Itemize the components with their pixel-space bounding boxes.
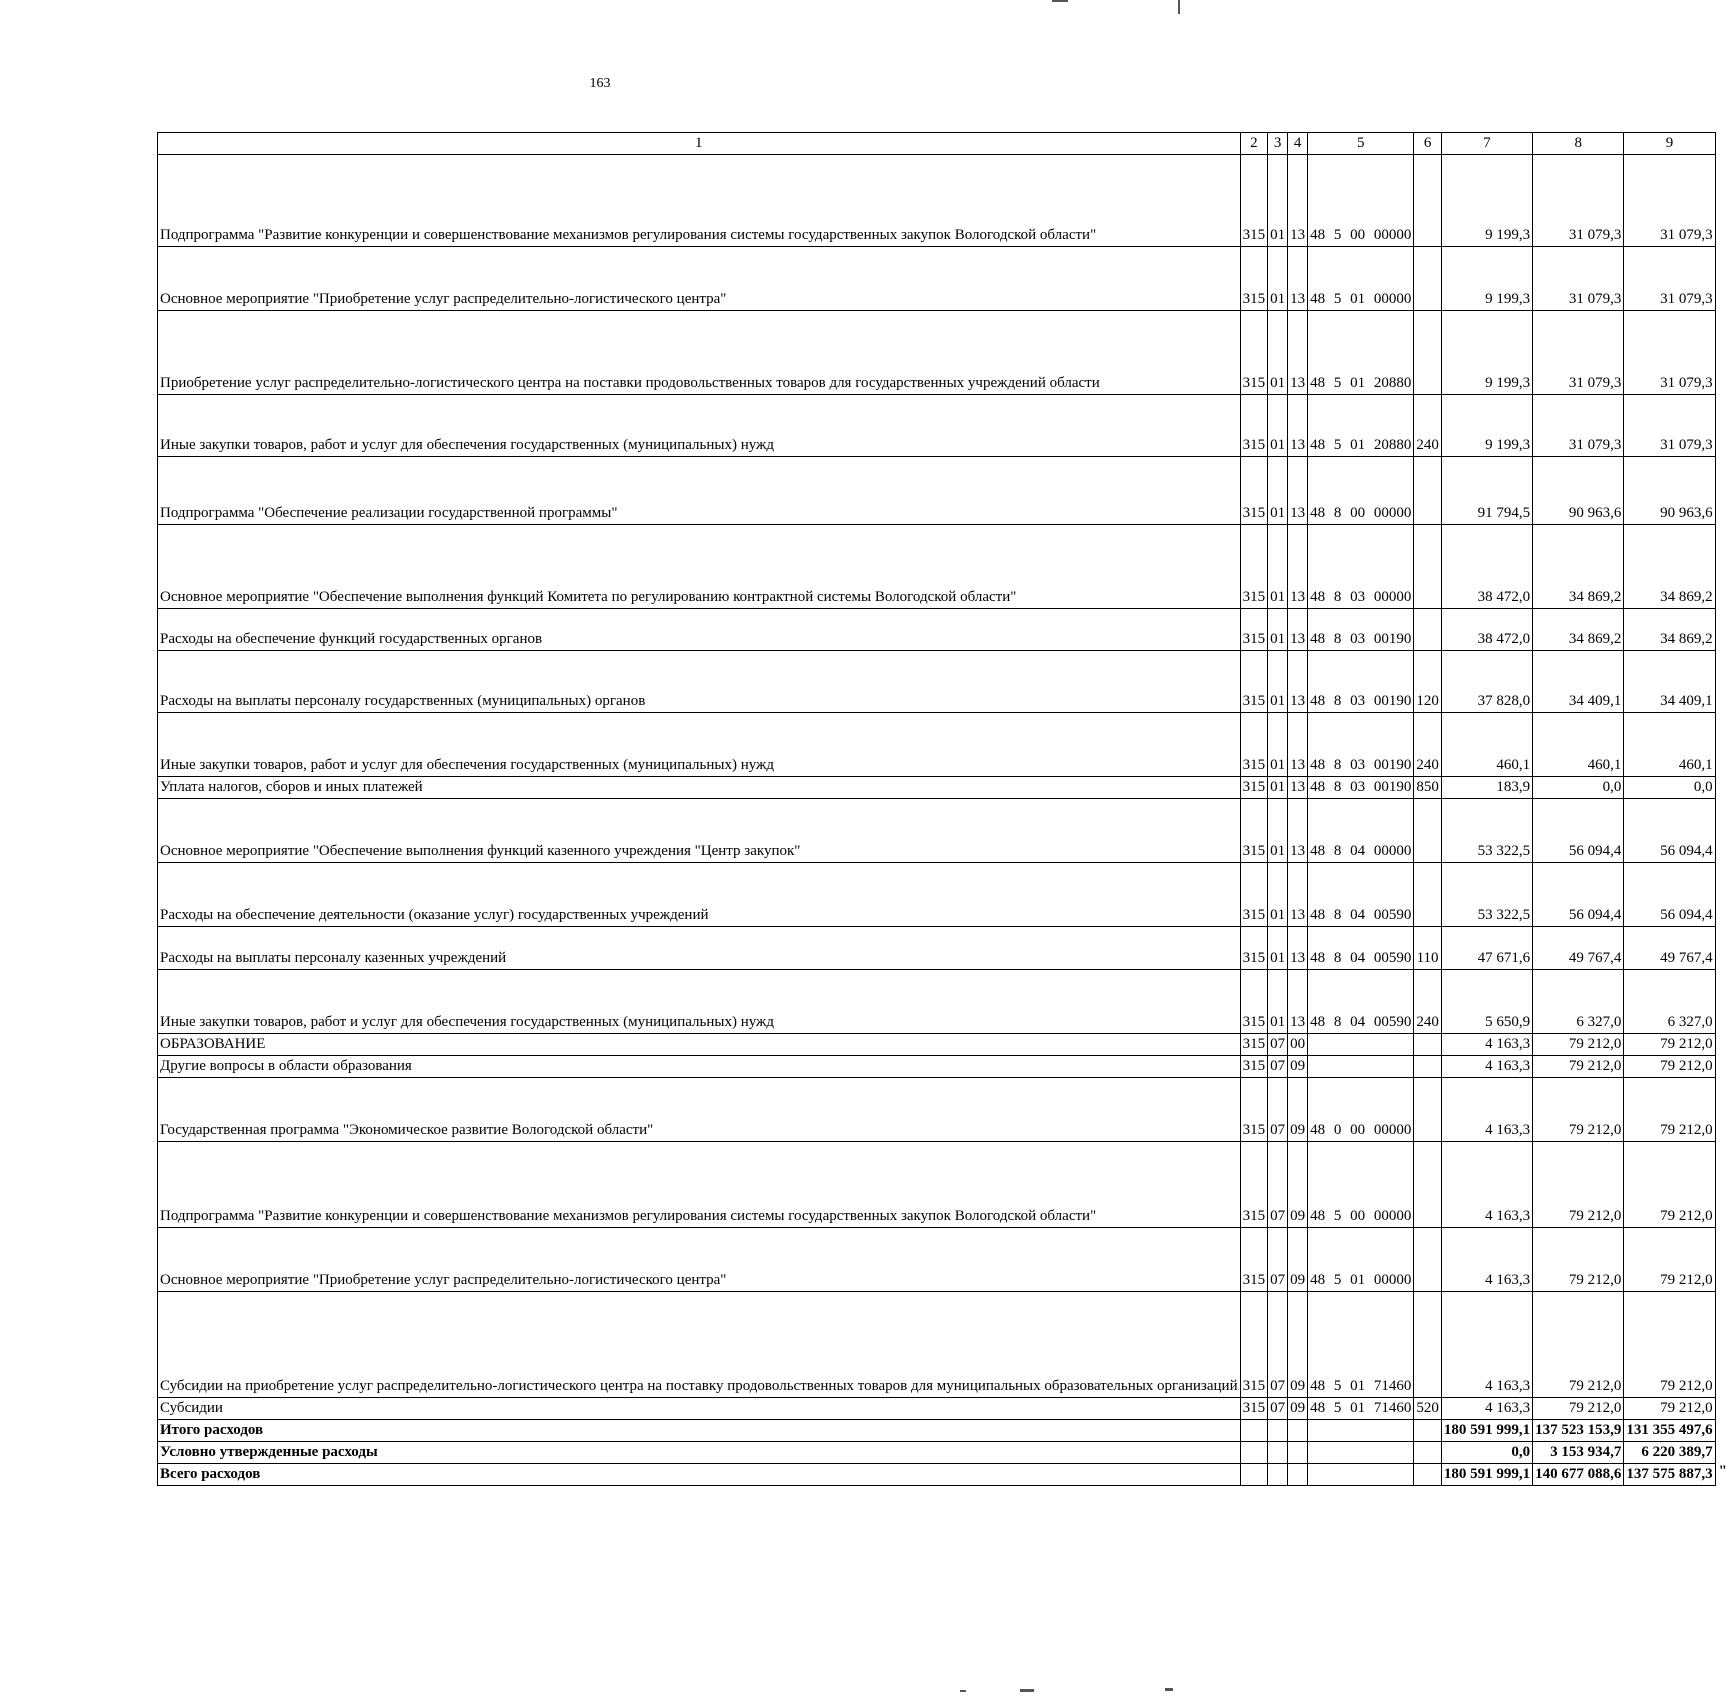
cell-amount-col8: 34 409,1	[1533, 651, 1624, 713]
cell-amount-col9: 31 079,3	[1624, 247, 1715, 311]
cell-admin-code: 315	[1240, 1292, 1268, 1398]
cell-amount-col7: 4 163,3	[1441, 1398, 1532, 1420]
cell-admin-code: 315	[1240, 651, 1268, 713]
cell-section: 07	[1268, 1056, 1288, 1078]
cell-amount-col9: 460,1	[1624, 713, 1715, 777]
cell-amount-col8: 49 767,4	[1533, 927, 1624, 970]
cell-admin-code: 315	[1240, 777, 1268, 799]
cell-target-article: 48 5 01 00000	[1308, 1228, 1414, 1292]
cell-amount-col8: 79 212,0	[1533, 1228, 1624, 1292]
row-name: Субсидии	[158, 1398, 1241, 1420]
cell-amount-col9: 34 409,1	[1624, 651, 1715, 713]
cell-admin-code: 315	[1240, 247, 1268, 311]
cell-amount-col9: 0,0	[1624, 777, 1715, 799]
cell-expense-type: 240	[1414, 970, 1442, 1034]
row-name: Подпрограмма "Развитие конкуренции и совершенствование механизмов регулирования системы государственных закупок Вологодской области"	[158, 1142, 1241, 1228]
cell-amount-col8: 79 212,0	[1533, 1142, 1624, 1228]
cell-admin-code: 315	[1240, 609, 1268, 651]
col-header-5: 5	[1308, 133, 1414, 155]
row-name: Подпрограмма "Развитие конкуренции и совершенствование механизмов регулирования системы государственных закупок Вологодской области"	[158, 155, 1241, 247]
table-row	[158, 970, 1716, 1034]
cell-subsection: 09	[1288, 1078, 1308, 1142]
table-row	[158, 713, 1716, 777]
table-row	[158, 1228, 1716, 1292]
row-name: Расходы на обеспечение функций государственных органов	[158, 609, 1241, 651]
cell-target-article: 48 8 04 00000	[1308, 799, 1414, 863]
cell-amount-col9: 79 212,0	[1624, 1142, 1715, 1228]
cell-subsection: 13	[1288, 457, 1308, 525]
cell-amount-col7: 183,9	[1441, 777, 1532, 799]
page-number: 163	[589, 76, 611, 91]
cell-amount-col9: 79 212,0	[1624, 1292, 1715, 1398]
cell-amount-col7: 38 472,0	[1441, 525, 1532, 609]
cell-amount-col8: 56 094,4	[1533, 863, 1624, 927]
cell-expense-type	[1414, 247, 1442, 311]
cell-target-article: 48 8 03 00190	[1308, 713, 1414, 777]
cell-amount-col9: 6 327,0	[1624, 970, 1715, 1034]
cell-admin-code: 315	[1240, 1034, 1268, 1056]
cell-subsection: 00	[1288, 1034, 1308, 1056]
cell-target-article	[1308, 1442, 1414, 1464]
cell-section	[1268, 1420, 1288, 1442]
cell-target-article: 48 8 03 00190	[1308, 651, 1414, 713]
table-row	[158, 863, 1716, 927]
cell-section: 07	[1268, 1398, 1288, 1420]
cell-amount-col9: 79 212,0	[1624, 1056, 1715, 1078]
cell-amount-col8: 34 869,2	[1533, 609, 1624, 651]
cell-section: 01	[1268, 457, 1288, 525]
cell-target-article	[1308, 1056, 1414, 1078]
row-name: Основное мероприятие "Приобретение услуг распределительно-логистического центра"	[158, 247, 1241, 311]
cell-amount-col8: 79 212,0	[1533, 1034, 1624, 1056]
row-name: Государственная программа "Экономическое развитие Вологодской области"	[158, 1078, 1241, 1142]
col-header-9: 9	[1624, 133, 1715, 155]
col-header-8: 8	[1533, 133, 1624, 155]
cell-subsection	[1288, 1442, 1308, 1464]
cell-amount-col8: 140 677 088,6	[1533, 1464, 1624, 1486]
cell-expense-type	[1414, 1464, 1442, 1486]
cell-expense-type: 110	[1414, 927, 1442, 970]
cell-expense-type	[1414, 1056, 1442, 1078]
cell-subsection: 13	[1288, 395, 1308, 457]
cell-admin-code: 315	[1240, 1142, 1268, 1228]
cell-amount-col7: 38 472,0	[1441, 609, 1532, 651]
cell-subsection: 13	[1288, 713, 1308, 777]
cell-amount-col7: 5 650,9	[1441, 970, 1532, 1034]
cell-admin-code: 315	[1240, 1078, 1268, 1142]
cell-amount-col9: 79 212,0	[1624, 1228, 1715, 1292]
cell-admin-code	[1240, 1464, 1268, 1486]
cell-expense-type	[1414, 311, 1442, 395]
cell-amount-col8: 90 963,6	[1533, 457, 1624, 525]
cell-amount-col9: 56 094,4	[1624, 799, 1715, 863]
scan-artifact	[1020, 1689, 1034, 1692]
cell-section: 01	[1268, 247, 1288, 311]
table-row	[158, 457, 1716, 525]
row-name: Иные закупки товаров, работ и услуг для обеспечения государственных (муниципальных) нужд	[158, 970, 1241, 1034]
table-body	[158, 155, 1716, 1486]
cell-subsection: 13	[1288, 799, 1308, 863]
cell-expense-type	[1414, 609, 1442, 651]
cell-subsection: 13	[1288, 525, 1308, 609]
row-name: Расходы на выплаты персоналу казенных учреждений	[158, 927, 1241, 970]
cell-section: 07	[1268, 1034, 1288, 1056]
cell-amount-col7: 4 163,3	[1441, 1228, 1532, 1292]
cell-expense-type	[1414, 799, 1442, 863]
cell-expense-type	[1414, 1228, 1442, 1292]
cell-amount-col8: 31 079,3	[1533, 311, 1624, 395]
row-name: Подпрограмма "Обеспечение реализации государственной программы"	[158, 457, 1241, 525]
cell-admin-code: 315	[1240, 799, 1268, 863]
table-row	[158, 927, 1716, 970]
cell-subsection	[1288, 1464, 1308, 1486]
cell-amount-col8: 0,0	[1533, 777, 1624, 799]
cell-amount-col7: 53 322,5	[1441, 863, 1532, 927]
cell-expense-type: 850	[1414, 777, 1442, 799]
cell-section: 01	[1268, 927, 1288, 970]
cell-amount-col9: 137 575 887,3	[1624, 1464, 1715, 1486]
table-row	[158, 777, 1716, 799]
cell-section: 01	[1268, 651, 1288, 713]
cell-expense-type	[1414, 1078, 1442, 1142]
table-row	[158, 525, 1716, 609]
budget-table	[157, 132, 1716, 1486]
table-row	[158, 1398, 1716, 1420]
cell-amount-col7: 4 163,3	[1441, 1034, 1532, 1056]
cell-amount-col9: 79 212,0	[1624, 1078, 1715, 1142]
cell-subsection: 09	[1288, 1398, 1308, 1420]
cell-section: 01	[1268, 395, 1288, 457]
cell-target-article: 48 8 04 00590	[1308, 970, 1414, 1034]
cell-section: 01	[1268, 777, 1288, 799]
scan-artifact	[1165, 1688, 1173, 1691]
cell-target-article	[1308, 1034, 1414, 1056]
cell-section: 01	[1268, 525, 1288, 609]
cell-amount-col8: 79 212,0	[1533, 1078, 1624, 1142]
col-header-2: 2	[1240, 133, 1268, 155]
cell-expense-type	[1414, 863, 1442, 927]
row-name: ОБРАЗОВАНИЕ	[158, 1034, 1241, 1056]
cell-amount-col7: 9 199,3	[1441, 155, 1532, 247]
cell-target-article	[1308, 1420, 1414, 1442]
row-name: Основное мероприятие "Обеспечение выполнения функций Комитета по регулированию контрактной системы Вологодской области"	[158, 525, 1241, 609]
cell-amount-col7: 91 794,5	[1441, 457, 1532, 525]
cell-subsection: 09	[1288, 1228, 1308, 1292]
scan-artifact	[960, 1690, 966, 1692]
cell-subsection: 13	[1288, 609, 1308, 651]
cell-amount-col8: 3 153 934,7	[1533, 1442, 1624, 1464]
row-name: Условно утвержденные расходы	[158, 1442, 1241, 1464]
cell-admin-code: 315	[1240, 1398, 1268, 1420]
cell-amount-col9: 34 869,2	[1624, 525, 1715, 609]
cell-subsection: 13	[1288, 777, 1308, 799]
cell-admin-code: 315	[1240, 525, 1268, 609]
cell-admin-code: 315	[1240, 457, 1268, 525]
cell-subsection: 13	[1288, 155, 1308, 247]
cell-amount-col7: 9 199,3	[1441, 311, 1532, 395]
table-row	[158, 1142, 1716, 1228]
cell-expense-type: 520	[1414, 1398, 1442, 1420]
cell-section: 07	[1268, 1292, 1288, 1398]
cell-target-article: 48 5 01 71460	[1308, 1292, 1414, 1398]
cell-amount-col7: 47 671,6	[1441, 927, 1532, 970]
cell-expense-type: 240	[1414, 395, 1442, 457]
cell-section: 01	[1268, 970, 1288, 1034]
table-row	[158, 155, 1716, 247]
cell-section: 01	[1268, 609, 1288, 651]
cell-expense-type: 240	[1414, 713, 1442, 777]
cell-subsection: 13	[1288, 247, 1308, 311]
row-name: Основное мероприятие "Приобретение услуг распределительно-логистического центра"	[158, 1228, 1241, 1292]
cell-admin-code	[1240, 1420, 1268, 1442]
cell-admin-code: 315	[1240, 395, 1268, 457]
cell-section	[1268, 1464, 1288, 1486]
cell-expense-type	[1414, 1034, 1442, 1056]
cell-section: 01	[1268, 799, 1288, 863]
row-name: Другие вопросы в области образования	[158, 1056, 1241, 1078]
table-row	[158, 1034, 1716, 1056]
col-header-1: 1	[158, 133, 1241, 155]
cell-subsection: 09	[1288, 1292, 1308, 1398]
cell-expense-type	[1414, 155, 1442, 247]
cell-amount-col8: 31 079,3	[1533, 395, 1624, 457]
cell-target-article: 48 8 03 00190	[1308, 777, 1414, 799]
cell-amount-col8: 31 079,3	[1533, 155, 1624, 247]
table-row	[158, 651, 1716, 713]
cell-amount-col8: 79 212,0	[1533, 1056, 1624, 1078]
cell-amount-col8: 79 212,0	[1533, 1398, 1624, 1420]
table-row	[158, 1292, 1716, 1398]
table-row	[158, 1442, 1716, 1464]
cell-target-article: 48 5 00 00000	[1308, 155, 1414, 247]
table-row	[158, 799, 1716, 863]
cell-amount-col9: 56 094,4	[1624, 863, 1715, 927]
cell-target-article: 48 8 04 00590	[1308, 927, 1414, 970]
cell-subsection: 13	[1288, 651, 1308, 713]
cell-amount-col7: 460,1	[1441, 713, 1532, 777]
cell-subsection: 13	[1288, 970, 1308, 1034]
cell-expense-type	[1414, 525, 1442, 609]
cell-section: 01	[1268, 311, 1288, 395]
cell-admin-code: 315	[1240, 713, 1268, 777]
column-number-row	[158, 133, 1716, 155]
cell-amount-col7: 9 199,3	[1441, 247, 1532, 311]
cell-amount-col7: 4 163,3	[1441, 1142, 1532, 1228]
cell-amount-col8: 460,1	[1533, 713, 1624, 777]
scan-artifact	[1052, 0, 1068, 2]
cell-section: 07	[1268, 1228, 1288, 1292]
col-header-7: 7	[1441, 133, 1532, 155]
table-row	[158, 1056, 1716, 1078]
cell-amount-col9: 31 079,3	[1624, 395, 1715, 457]
row-name: Иные закупки товаров, работ и услуг для обеспечения государственных (муниципальных) нужд	[158, 395, 1241, 457]
row-name: Иные закупки товаров, работ и услуг для обеспечения государственных (муниципальных) нужд	[158, 713, 1241, 777]
cell-subsection: 13	[1288, 311, 1308, 395]
table-row	[158, 311, 1716, 395]
cell-amount-col7: 4 163,3	[1441, 1078, 1532, 1142]
cell-section: 01	[1268, 713, 1288, 777]
table-row	[158, 609, 1716, 651]
cell-admin-code: 315	[1240, 1056, 1268, 1078]
cell-target-article: 48 5 01 71460	[1308, 1398, 1414, 1420]
cell-amount-col9: 131 355 497,6	[1624, 1420, 1715, 1442]
cell-expense-type	[1414, 1442, 1442, 1464]
cell-admin-code: 315	[1240, 970, 1268, 1034]
cell-target-article: 48 5 01 20880	[1308, 395, 1414, 457]
cell-target-article: 48 0 00 00000	[1308, 1078, 1414, 1142]
cell-expense-type	[1414, 1292, 1442, 1398]
cell-amount-col9: 31 079,3	[1624, 155, 1715, 247]
col-header-4: 4	[1288, 133, 1308, 155]
cell-expense-type	[1414, 1142, 1442, 1228]
cell-admin-code: 315	[1240, 863, 1268, 927]
cell-amount-col9: 6 220 389,7	[1624, 1442, 1715, 1464]
cell-amount-col7: 53 322,5	[1441, 799, 1532, 863]
table-row	[158, 1464, 1716, 1486]
cell-amount-col8: 6 327,0	[1533, 970, 1624, 1034]
cell-amount-col7: 4 163,3	[1441, 1292, 1532, 1398]
row-name: Расходы на выплаты персоналу государственных (муниципальных) органов	[158, 651, 1241, 713]
cell-target-article: 48 8 04 00590	[1308, 863, 1414, 927]
cell-target-article	[1308, 1464, 1414, 1486]
cell-amount-col8: 31 079,3	[1533, 247, 1624, 311]
row-name: Итого расходов	[158, 1420, 1241, 1442]
cell-amount-col9: 90 963,6	[1624, 457, 1715, 525]
cell-section: 07	[1268, 1142, 1288, 1228]
cell-amount-col7: 180 591 999,1	[1441, 1420, 1532, 1442]
cell-subsection: 09	[1288, 1056, 1308, 1078]
cell-amount-col7: 0,0	[1441, 1442, 1532, 1464]
cell-amount-col7: 180 591 999,1	[1441, 1464, 1532, 1486]
cell-amount-col8: 34 869,2	[1533, 525, 1624, 609]
cell-amount-col8: 137 523 153,9	[1533, 1420, 1624, 1442]
cell-section	[1268, 1442, 1288, 1464]
cell-section: 01	[1268, 863, 1288, 927]
table-row	[158, 247, 1716, 311]
cell-subsection	[1288, 1420, 1308, 1442]
cell-amount-col7: 9 199,3	[1441, 395, 1532, 457]
row-name: Всего расходов	[158, 1464, 1241, 1486]
cell-admin-code: 315	[1240, 311, 1268, 395]
cell-amount-col8: 56 094,4	[1533, 799, 1624, 863]
cell-admin-code: 315	[1240, 927, 1268, 970]
cell-target-article: 48 5 00 00000	[1308, 1142, 1414, 1228]
row-name: Расходы на обеспечение деятельности (оказание услуг) государственных учреждений	[158, 863, 1241, 927]
closing-quote: "	[1718, 1462, 1727, 1479]
cell-expense-type	[1414, 457, 1442, 525]
cell-amount-col7: 37 828,0	[1441, 651, 1532, 713]
col-header-6: 6	[1414, 133, 1442, 155]
cell-section: 07	[1268, 1078, 1288, 1142]
cell-subsection: 13	[1288, 863, 1308, 927]
cell-admin-code: 315	[1240, 1228, 1268, 1292]
cell-target-article: 48 5 01 00000	[1308, 247, 1414, 311]
cell-target-article: 48 8 03 00190	[1308, 609, 1414, 651]
cell-expense-type	[1414, 1420, 1442, 1442]
cell-amount-col9: 79 212,0	[1624, 1398, 1715, 1420]
cell-admin-code: 315	[1240, 155, 1268, 247]
cell-target-article: 48 8 00 00000	[1308, 457, 1414, 525]
cell-expense-type: 120	[1414, 651, 1442, 713]
cell-amount-col9: 49 767,4	[1624, 927, 1715, 970]
cell-amount-col9: 34 869,2	[1624, 609, 1715, 651]
row-name: Основное мероприятие "Обеспечение выполнения функций казенного учреждения "Центр закупок"	[158, 799, 1241, 863]
scan-artifact	[1178, 0, 1180, 14]
cell-admin-code	[1240, 1442, 1268, 1464]
cell-amount-col9: 79 212,0	[1624, 1034, 1715, 1056]
table-row	[158, 395, 1716, 457]
row-name: Приобретение услуг распределительно-логистического центра на поставки продовольственных товаров для государственных учреждений области	[158, 311, 1241, 395]
table-row	[158, 1078, 1716, 1142]
cell-target-article: 48 8 03 00000	[1308, 525, 1414, 609]
row-name: Субсидии на приобретение услуг распределительно-логистического центра на поставку продовольственных товаров для муниципальных образовательных организаций	[158, 1292, 1241, 1398]
cell-subsection: 13	[1288, 927, 1308, 970]
table-row	[158, 1420, 1716, 1442]
cell-amount-col7: 4 163,3	[1441, 1056, 1532, 1078]
cell-section: 01	[1268, 155, 1288, 247]
cell-amount-col8: 79 212,0	[1533, 1292, 1624, 1398]
cell-amount-col9: 31 079,3	[1624, 311, 1715, 395]
col-header-3: 3	[1268, 133, 1288, 155]
cell-target-article: 48 5 01 20880	[1308, 311, 1414, 395]
row-name: Уплата налогов, сборов и иных платежей	[158, 777, 1241, 799]
cell-subsection: 09	[1288, 1142, 1308, 1228]
